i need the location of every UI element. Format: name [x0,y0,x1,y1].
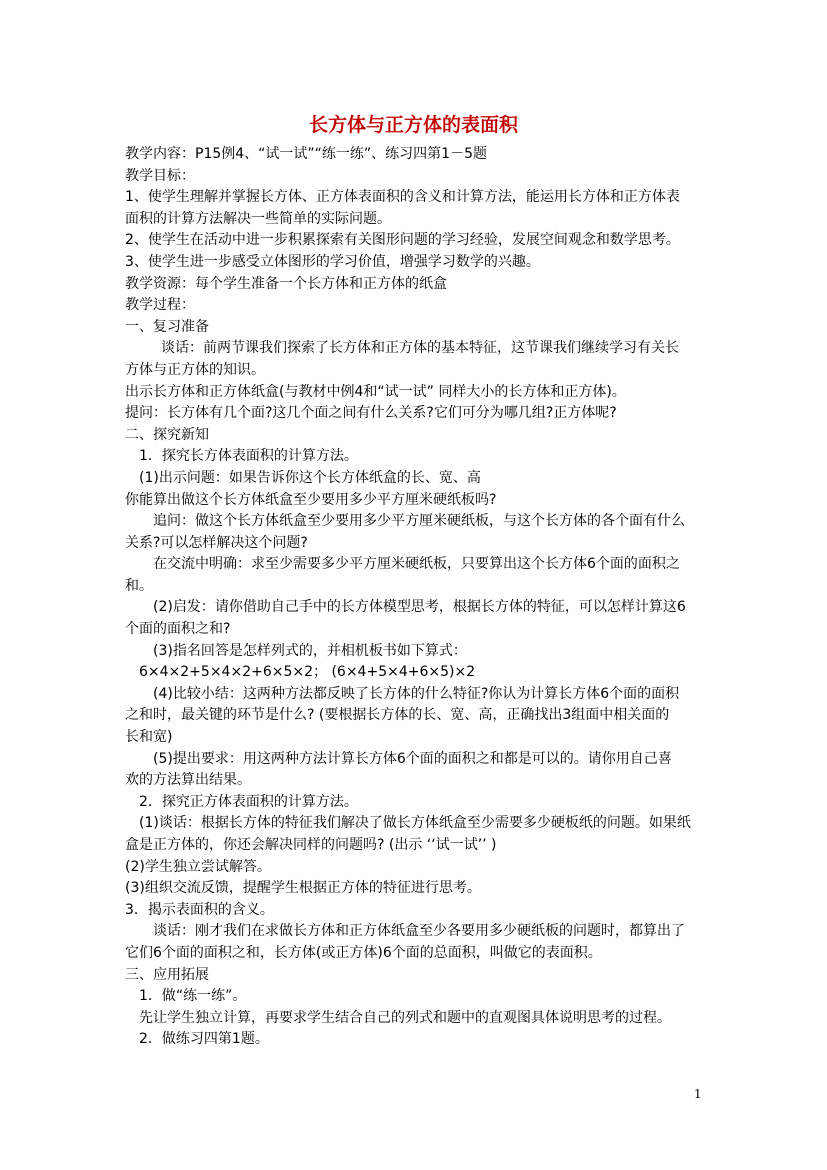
teaching-goals-heading: 教学目标： [125,167,195,184]
show-boxes-line: 出示长方体和正方体纸盒(与教材中例4和“试一试” 同样大小的长方体和正方体)。 [125,383,626,400]
goal-2-line: 2、使学生在活动中进一步积累探索有关图形问题的学习经验，发展空间观念和数学思考。 [125,232,680,249]
step-4-line-1: (4)比较小结：这两种方法都反映了长方体的什么特征?你认为计算长方体6个面的面积 [153,685,680,702]
explore-cube-heading: 2．探究正方体表面积的计算方法。 [139,793,358,810]
step-2-line-1: (2)启发：请你借助自己手中的长方体模型思考，根据长方体的特征，可以怎样计算这6 [153,599,686,616]
step-5-line-2: 欢的方法算出结果。 [125,772,251,789]
follow-up-line-1: 追问：做这个长方体纸盒至少要用多少平方厘米硬纸板，与这个长方体的各个面有什么 [153,513,685,530]
teaching-resources-line: 教学资源：每个学生准备一个长方体和正方体的纸盒 [125,275,447,292]
goal-1-line-1: 1、使学生理解并掌握长方体、正方体表面积的含义和计算方法，能运用长方体和正方体表 [125,189,680,206]
step-1-line-2: 你能算出做这个长方体纸盒至少要用多少平方厘米硬纸板吗? [125,491,497,508]
review-talk-line-2: 方体与正方体的知识。 [125,361,265,378]
follow-up-line-2: 关系?可以怎样解决这个问题? [125,534,308,551]
step-3-line: (3)指名回答是怎样列式的，并相机板书如下算式： [153,642,467,659]
step-4-line-2: 之和时，最关键的环节是什么? (要根据长方体的长、宽、高，正确找出3组面中相关面的 [125,707,670,724]
practice-1-description: 先让学生独立计算，再要求学生结合自己的列式和题中的直观图具体说明思考的过程。 [139,1009,671,1026]
document-title: 长方体与正方体的表面积 [308,114,518,136]
surface-area-talk-line-2: 它们6个面的面积之和，长方体(或正方体)6个面的总面积，叫做它的表面积。 [125,944,602,961]
cube-step-2-line: (2)学生独立尝试解答。 [125,858,271,875]
step-4-line-3: 长和宽) [125,729,173,746]
practice-2-heading: 2．做练习四第1题。 [139,1031,269,1048]
section-3-heading: 三、应用拓展 [125,966,209,983]
step-5-line-1: (5)提出要求：用这两种方法计算长方体6个面的面积之和都是可以的。请你用自己喜 [153,750,672,767]
step-2-line-2: 个面的面积之和? [125,621,231,638]
teaching-content-line: 教学内容：P15例4、“试一试”“练一练”、练习四第1－5题 [125,146,487,162]
clarify-line-2: 和。 [125,577,153,594]
explore-cuboid-heading: 1．探究长方体表面积的计算方法。 [139,448,358,465]
question-line: 提问：长方体有几个面?这几个面之间有什么关系?它们可分为哪几组?正方体呢? [125,405,617,422]
practice-1-heading: 1．做“练一练”。 [139,988,247,1005]
formula-line: 6×4×2+5×4×2+6×5×2； (6×4+5×4+6×5)×2 [139,664,476,681]
cube-step-1-line-1: (1)谈话：根据长方体的特征我们解决了做长方体纸盒至少需要多少硬板纸的问题。如果纸 [139,815,691,832]
surface-area-heading: 3．揭示表面积的含义。 [125,901,274,918]
goal-3-line: 3、使学生进一步感受立体图形的学习价值，增强学习数学的兴趣。 [125,253,540,270]
document-body [125,144,715,1051]
cube-step-1-line-2: 盒是正方体的，你还会解决同样的问题吗? (出示 ‘‘试一试’’ ) [125,837,497,853]
clarify-line-1: 在交流中明确：求至少需要多少平方厘米硬纸板，只要算出这个长方体6个面的面积之 [153,556,680,573]
section-1-heading: 一、复习准备 [125,318,209,335]
section-2-heading: 二、探究新知 [125,426,209,443]
goal-1-line-2: 面积的计算方法解决一些简单的实际问题。 [125,210,391,227]
review-talk-line-1: 谈话：前两节课我们探索了长方体和正方体的基本特征，这节课我们继续学习有关长 [161,340,679,357]
step-1-line-1: (1)出示问题：如果告诉你这个长方体纸盒的长、宽、高 [139,469,481,486]
surface-area-talk-line-1: 谈话：刚才我们在求做长方体和正方体纸盒至少各要用多少硬纸板的问题时，都算出了 [153,923,685,940]
page-number: 1 [694,1087,702,1101]
cube-step-3-line: (3)组织交流反馈，提醒学生根据正方体的特征进行思考。 [125,880,481,897]
teaching-process-heading: 教学过程： [125,297,195,314]
